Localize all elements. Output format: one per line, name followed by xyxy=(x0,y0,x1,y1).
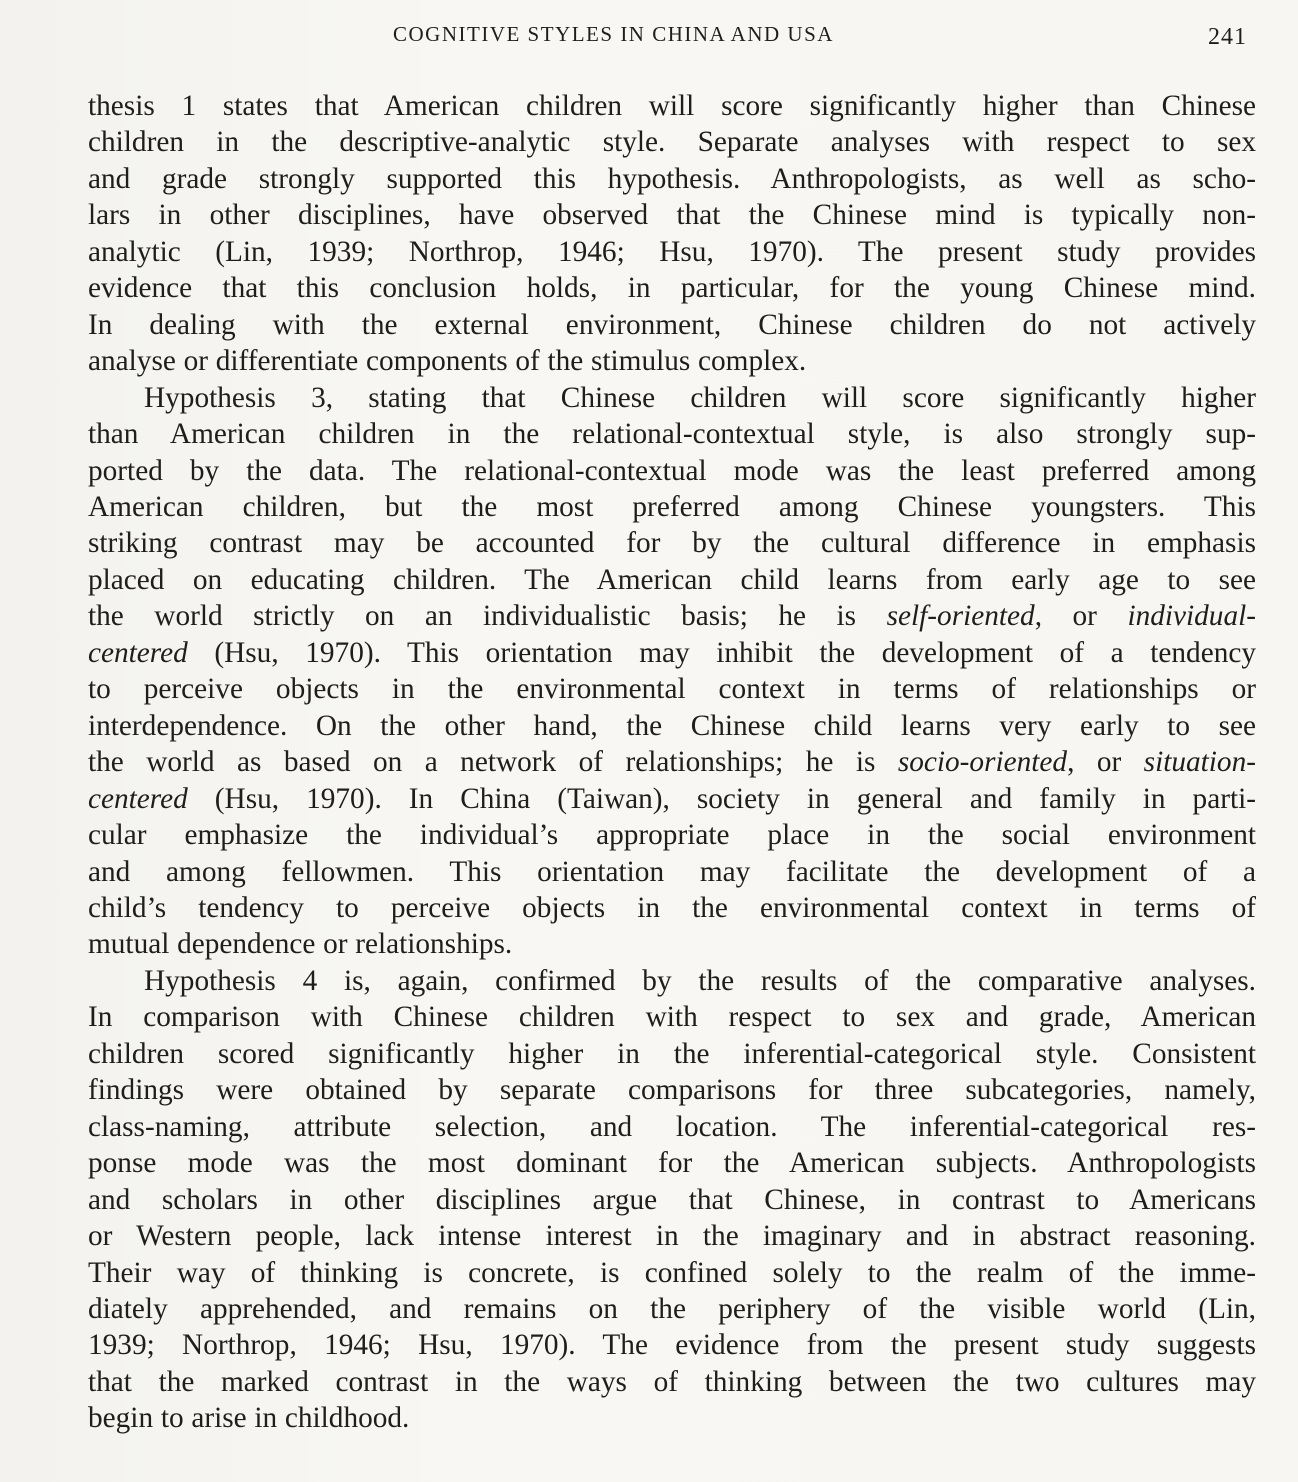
text-line: evidence that this conclusion holds, in particular, for the young Chinese mind. xyxy=(88,272,1256,305)
text-line: analyse or differentiate components of the stimulus complex. xyxy=(88,345,807,378)
text-line: In comparison with Chinese children with respect to sex and grade, American xyxy=(88,1001,1256,1034)
running-title: COGNITIVE STYLES IN CHINA AND USA xyxy=(393,22,834,46)
text-line: the world as based on a network of relationships; he is socio-oriented, or situation- xyxy=(88,746,1256,779)
text-line: ponse mode was the most dominant for the American subjects. Anthropologists xyxy=(88,1147,1256,1180)
text-line: American children, but the most preferred among Chinese youngsters. This xyxy=(88,490,1256,523)
text-line: or Western people, lack intense interest in the imaginary and in abstract reasoning. xyxy=(88,1220,1256,1253)
text-line: and grade strongly supported this hypothesis. Anthropologists, as well as scho- xyxy=(88,162,1256,195)
text-line: interdependence. On the other hand, the Chinese child learns very early to see xyxy=(88,709,1256,742)
running-head xyxy=(0,22,1298,56)
text-line: child’s tendency to perceive objects in the environmental context in terms of xyxy=(88,891,1256,924)
page-number: 241 xyxy=(1208,24,1247,50)
italic-term: socio-oriented xyxy=(897,746,1068,779)
text-line: analytic (Lin, 1939; Northrop, 1946; Hsu, 1970). The present study provides xyxy=(88,235,1256,268)
text-line: mutual dependence or relationships. xyxy=(88,928,513,961)
text-line: and scholars in other disciplines argue that Chinese, in contrast to Americans xyxy=(88,1183,1256,1216)
text-line: Their way of thinking is concrete, is confined solely to the realm of the imme- xyxy=(88,1256,1256,1289)
text-line: ported by the data. The relational-contextual mode was the least preferred among xyxy=(88,454,1256,487)
italic-term: individual- xyxy=(1127,600,1256,633)
text-line: striking contrast may be accounted for by the cultural difference in emphasis xyxy=(88,527,1256,560)
text-line: begin to arise in childhood. xyxy=(88,1402,410,1435)
text-line: 1939; Northrop, 1946; Hsu, 1970). The evidence from the present study suggests xyxy=(88,1329,1256,1362)
text-line: findings were obtained by separate comparisons for three subcategories, namely, xyxy=(88,1074,1256,1107)
paragraph-2 xyxy=(88,380,1256,963)
text-line: Hypothesis 3, stating that Chinese children will score significantly higher xyxy=(144,381,1256,414)
paragraph-3 xyxy=(88,963,1256,1437)
text-line: In dealing with the external environment, Chinese children do not actively xyxy=(88,308,1256,341)
text-line: to perceive objects in the environmental context in terms of relationships or xyxy=(88,673,1256,706)
text-line: than American children in the relational-contextual style, is also strongly sup- xyxy=(88,418,1256,451)
text-line: placed on educating children. The American child learns from early age to see xyxy=(88,563,1256,596)
text-line: and among fellowmen. This orientation may facilitate the development of a xyxy=(88,855,1256,888)
paragraph-1 xyxy=(88,88,1256,380)
text-line: centered (Hsu, 1970). This orientation may inhibit the development of a tendency xyxy=(88,636,1256,669)
text-line: children scored significantly higher in the inferential-categorical style. Consistent xyxy=(88,1037,1256,1070)
text-line: that the marked contrast in the ways of thinking between the two cultures may xyxy=(88,1365,1256,1398)
text-line: thesis 1 states that American children will score significantly higher than Chinese xyxy=(88,90,1256,122)
text-line: centered (Hsu, 1970). In China (Taiwan), society in general and family in parti- xyxy=(88,782,1256,815)
body-text xyxy=(88,88,1256,1437)
text-line: cular emphasize the individual’s appropriate place in the social environment xyxy=(88,819,1256,852)
text-line: the world strictly on an individualistic basis; he is self-oriented, or individual- xyxy=(88,600,1256,633)
italic-term: self-oriented xyxy=(886,600,1035,633)
text-line: diately apprehended, and remains on the periphery of the visible world (Lin, xyxy=(88,1292,1256,1325)
text-line: class-naming, attribute selection, and location. The inferential-categorical res- xyxy=(88,1110,1256,1143)
text-line: Hypothesis 4 is, again, confirmed by the results of the comparative analyses. xyxy=(144,964,1256,997)
italic-term: centered xyxy=(88,636,188,669)
text-line: lars in other disciplines, have observed that the Chinese mind is typically non- xyxy=(88,199,1256,232)
text-line: children in the descriptive-analytic style. Separate analyses with respect to sex xyxy=(88,126,1256,159)
italic-term: centered xyxy=(88,782,188,815)
italic-term: situation- xyxy=(1143,746,1256,779)
